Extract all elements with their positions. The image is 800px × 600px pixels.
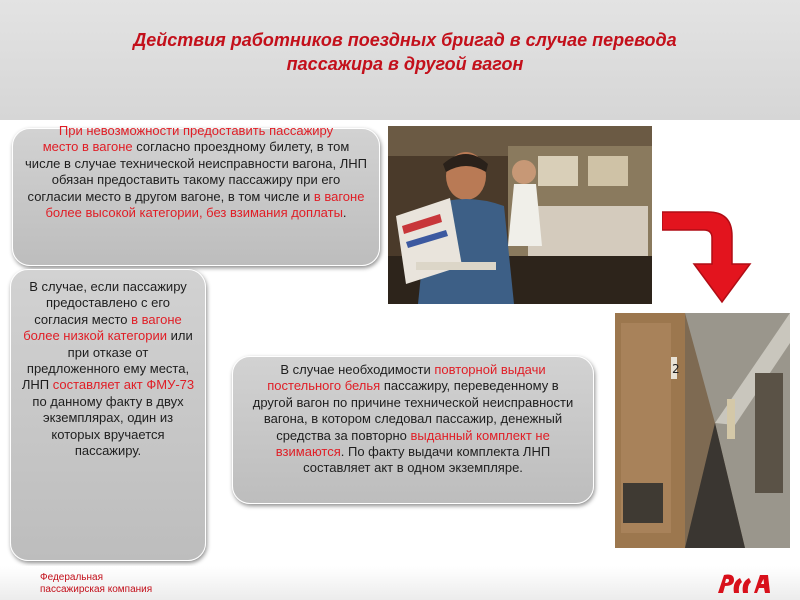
info-box-bedding-text xyxy=(247,362,579,477)
photo-corridor-illustration xyxy=(615,313,790,548)
text-segment: выданный комплект не взимаются xyxy=(275,427,550,460)
curved-arrow-icon xyxy=(662,200,762,304)
text-segment: . xyxy=(342,205,347,221)
company-name-line-1: Федеральная xyxy=(40,572,104,583)
company-name xyxy=(40,572,152,596)
slide-title xyxy=(70,28,740,76)
text-segment: В случае необходимости xyxy=(280,362,435,377)
company-name-line-2: пассажирская компания xyxy=(40,584,153,595)
info-box-transfer xyxy=(12,123,380,266)
text-segment: по данному факту в двух экземплярах, один из которых вручается пассажиру. xyxy=(32,393,184,459)
photo-train-corridor xyxy=(615,313,790,548)
text-segment: пассажиру, переведенному в другой вагон по причине технической неисправности вагона, в котором следовал пассажир, денежный средства за повторно xyxy=(252,378,574,443)
text-segment: . По факту выдачи комплекта ЛНП составляет акт в одном экземпляре. xyxy=(303,444,551,476)
rzd-logo-icon xyxy=(712,572,774,596)
text-segment: При невозможности предоставить пассажиру xyxy=(58,123,334,138)
info-box-lower-category xyxy=(10,269,206,561)
info-box-bedding xyxy=(232,356,594,504)
text-segment: В случае, если пассажиру предоставлено с его согласия место xyxy=(29,279,187,327)
text-segment: место в вагоне xyxy=(42,139,133,155)
photo-passenger-illustration xyxy=(388,126,652,304)
info-box-transfer-text xyxy=(25,123,367,221)
info-box-lower-category-text xyxy=(21,279,195,459)
text-segment: повторной выдачи постельного белья xyxy=(267,362,546,394)
text-segment: составляет акт ФМУ-73 xyxy=(52,377,195,393)
text-segment: в вагоне более низкой категории xyxy=(23,311,182,344)
text-segment: согласно проездному билету, в том числе в случае технической неисправности вагона, ЛНП обязан предоставить такому пассажиру при его согласии место в другом вагоне, в том числе и xyxy=(25,139,367,204)
svg-text:2: 2 xyxy=(672,362,680,376)
title-line-1: Действия работников поездных бригад в случае перевода xyxy=(133,30,677,50)
text-segment: или при отказе от предложенного ему места, ЛНП xyxy=(21,328,193,393)
photo-passenger-in-train xyxy=(388,126,652,304)
text-segment: в вагоне более высокой категории, без взимания доплаты xyxy=(45,188,365,221)
title-line-2: пассажира в другой вагон xyxy=(286,54,524,74)
